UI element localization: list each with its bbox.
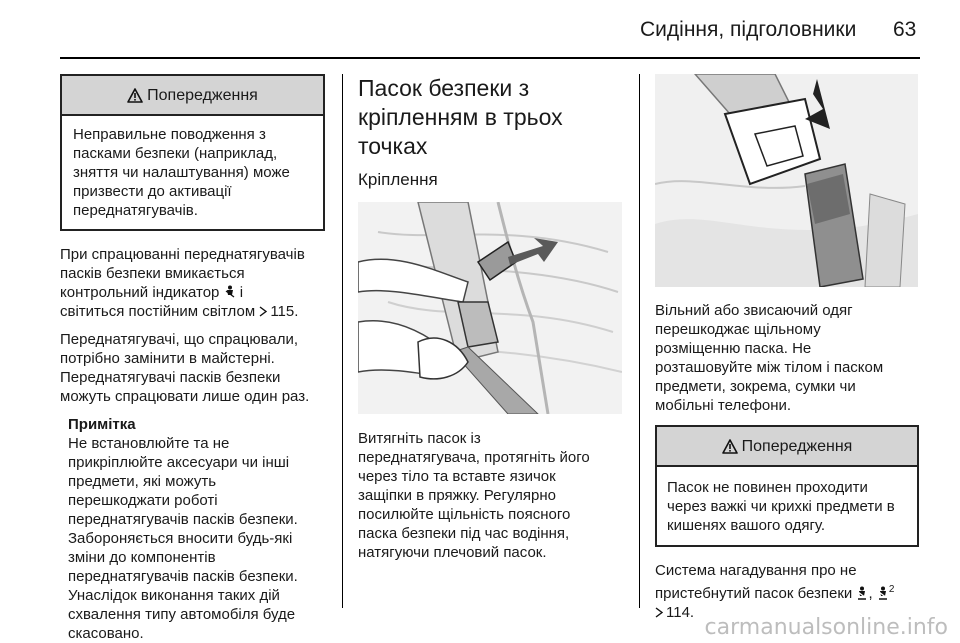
header-title: Сидіння, підголовники — [640, 18, 857, 41]
warning-line: зняття чи налаштування) може — [73, 164, 290, 181]
warning-line: пасками безпеки (наприклад, — [73, 145, 278, 162]
text-fragment: і — [235, 284, 244, 301]
note-line: переднатягувачів пасків безпеки. — [68, 568, 298, 585]
page-reference[interactable]: 115. — [270, 303, 299, 320]
text-line: світиться постійним світлом — [60, 303, 260, 320]
text-line: Вільний або звисаючий одяг — [655, 302, 853, 319]
note-line: схвалення типу автомобіля буде — [68, 606, 296, 623]
text-line: контрольний індикатор — [60, 284, 220, 301]
note-line: скасовано. — [68, 625, 144, 642]
seatbelt-reminder-paragraph — [655, 561, 920, 622]
page-reference-arrow-icon — [259, 306, 267, 317]
text-line: розташовуйте між тілом і паском — [655, 359, 884, 376]
text-line: можуть спрацювати лише один раз. — [60, 388, 310, 405]
note-line: Забороняється вносити будь-які — [68, 530, 293, 547]
note-line: зміни до компонентів — [68, 549, 216, 566]
page-reference-arrow-icon — [655, 607, 663, 618]
column-2 — [358, 74, 624, 562]
warning-title: Попередження — [741, 437, 853, 455]
seatbelt-fastening-illustration — [358, 202, 622, 414]
note-line: прикріплюйте аксесуари чи інші — [68, 454, 290, 471]
warning-box — [655, 425, 919, 547]
note-block — [60, 415, 328, 643]
fastening-instructions — [358, 429, 624, 562]
warning-body — [62, 116, 323, 229]
warning-body — [657, 467, 917, 545]
warning-line: Неправильне поводження з — [73, 126, 266, 143]
column-3 — [655, 74, 920, 631]
note-title: Примітка — [68, 416, 136, 433]
subheading: Кріплення — [358, 170, 438, 189]
footer-watermark: carmanualsonline.info — [704, 615, 948, 640]
warning-line: кишенях вашого одягу. — [667, 517, 826, 534]
pretensioner-replacement-paragraph — [60, 330, 328, 406]
warning-line: Пасок не повинен проходити — [667, 479, 868, 496]
text-line: переднатягувача, протягніть його — [358, 449, 590, 466]
text-line: розміщенню паска. Не — [655, 340, 812, 357]
note-line: перешкоджати роботі — [68, 492, 218, 509]
page-number: 63 — [893, 18, 917, 41]
text-line: через тіло та вставте язичок — [358, 468, 556, 485]
text-line: Витягніть пасок із — [358, 430, 481, 447]
section-title — [358, 74, 624, 161]
note-line: предмети, які можуть — [68, 473, 217, 490]
seatbelt-reminder-icon — [856, 586, 868, 600]
warning-line: переднатягувачів. — [73, 202, 198, 219]
text-line: Система нагадування про не — [655, 562, 857, 579]
text-line: паска безпеки під час водіння, — [358, 525, 570, 542]
text-fragment: пристебнутий пасок безпеки — [655, 585, 857, 602]
text-line: Переднатягувачі, що спрацювали, — [60, 331, 299, 348]
column-divider-left — [342, 74, 343, 608]
text-fragment: , — [868, 585, 877, 602]
text-line: посилюйте щільність поясного — [358, 506, 571, 523]
header-rule — [60, 57, 920, 59]
warning-line: через важкі чи крихкі предмети в — [667, 498, 895, 515]
pretensioner-activation-paragraph — [60, 245, 328, 321]
text-line: пасків безпеки вмикається — [60, 265, 245, 282]
seatbelt-reminder-icon — [877, 586, 889, 600]
warning-header — [62, 76, 323, 116]
text-line: натягуючи плечовий пасок. — [358, 544, 547, 561]
belt-buckle-illustration — [655, 74, 918, 287]
column-divider-right — [639, 74, 640, 608]
warning-triangle-icon — [722, 439, 738, 454]
note-line: Не встановлюйте та не — [68, 435, 230, 452]
warning-line: призвести до активації — [73, 183, 232, 200]
note-line: переднатягувачів пасків безпеки. — [68, 511, 298, 528]
superscript: 2 — [888, 584, 895, 595]
page-reference[interactable]: 114. — [666, 604, 695, 621]
text-line: перешкоджає щільному — [655, 321, 821, 338]
title-line: точках — [358, 133, 428, 159]
column-1 — [60, 74, 328, 643]
text-line: потрібно замінити в майстерні. — [60, 350, 275, 367]
text-line: мобільні телефони. — [655, 397, 792, 414]
text-line: Переднатягувачі пасків безпеки — [60, 369, 281, 386]
warning-triangle-icon — [127, 88, 143, 103]
text-line: При спрацюванні переднатягувачів — [60, 246, 305, 263]
note-line: Унаслідок виконання таких дій — [68, 587, 280, 604]
warning-header — [657, 427, 917, 467]
loose-clothing-paragraph — [655, 301, 920, 415]
warning-box — [60, 74, 325, 231]
seatbelt-pretensioner-indicator-icon — [224, 285, 236, 299]
title-line: кріпленням в трьох — [358, 104, 563, 130]
title-line: Пасок безпеки з — [358, 75, 530, 101]
warning-title: Попередження — [147, 86, 258, 104]
text-line: предмети, зокрема, сумки чи — [655, 378, 856, 395]
text-line: защіпки в пряжку. Регулярно — [358, 487, 556, 504]
